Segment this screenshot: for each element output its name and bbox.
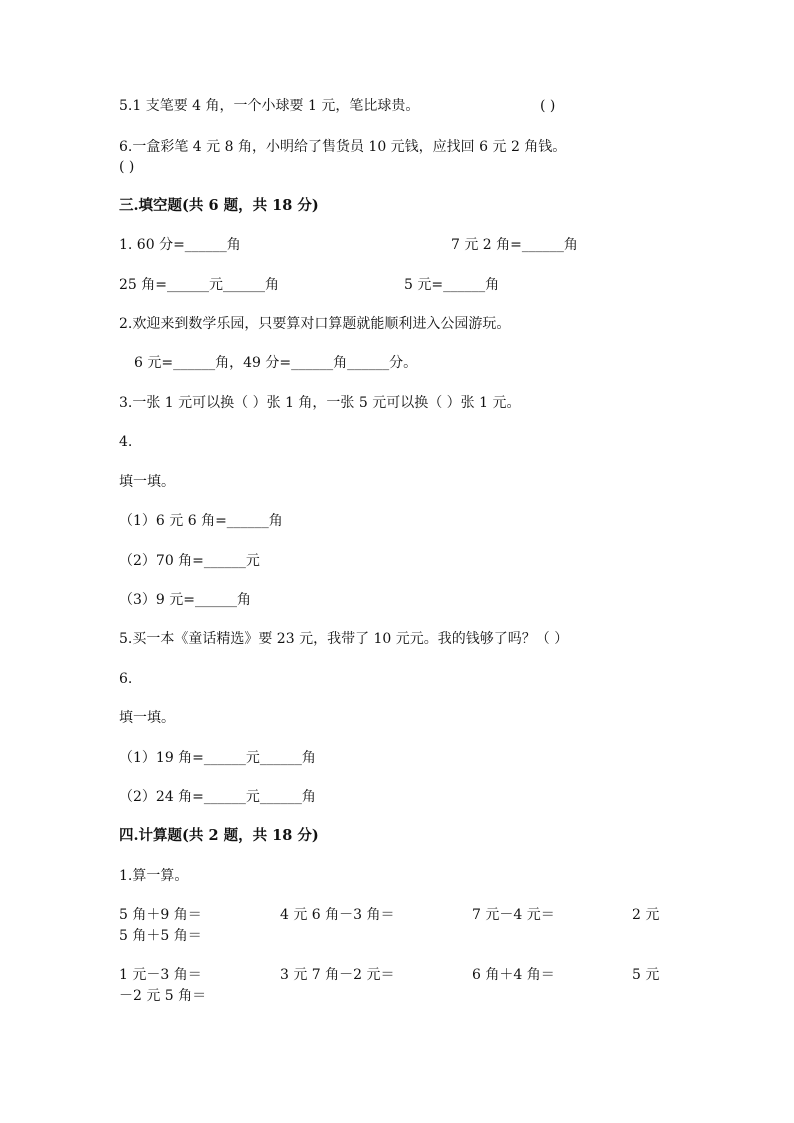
fill-q4-number: 4. (119, 434, 133, 450)
fill-q4-item-1: （1）6 元 6 角=______角 (119, 513, 283, 529)
fill-q6-item-2: （2）24 角=______元______角 (119, 789, 316, 805)
calc-row2-item-4-continued: －2 元 5 角＝ (119, 988, 207, 1004)
judge-q6-answer-paren: ( ) (119, 159, 135, 175)
fill-q1-item-c: 25 角=______元______角 (119, 277, 279, 293)
fill-q2-items: 6 元=______角，49 分=______角______分。 (134, 355, 418, 371)
calc-row2-item-1: 1 元－3 角＝ (119, 967, 202, 983)
calc-row2-item-4: 5 元 (632, 967, 660, 983)
fill-q2-prompt: 2.欢迎来到数学乐园，只要算对口算题就能顺利进入公园游玩。 (119, 316, 511, 332)
judge-question-5: 5.1 支笔要 4 角，一个小球要 1 元，笔比球贵。 (119, 98, 420, 114)
fill-q4-item-3: （3）9 元=______角 (119, 592, 251, 608)
judge-q5-answer-paren: ( ) (540, 98, 556, 114)
fill-q1-item-d: 5 元=______角 (404, 277, 500, 293)
fill-q1-item-b: 7 元 2 角=______角 (451, 237, 578, 253)
fill-q1-item-a: 1. 60 分=______角 (119, 237, 241, 253)
calc-row2-item-3: 6 角＋4 角＝ (472, 967, 555, 983)
calc-row1-item-4-continued: 5 角＋5 角＝ (119, 928, 202, 944)
calc-row1-item-4: 2 元 (632, 907, 660, 923)
calc-row1-item-1: 5 角＋9 角＝ (119, 907, 202, 923)
calc-row1-item-2: 4 元 6 角－3 角＝ (280, 907, 395, 923)
fill-q4-prompt: 填一填。 (119, 474, 175, 490)
fill-q3: 3.一张 1 元可以换（ ）张 1 角，一张 5 元可以换（ ）张 1 元。 (119, 395, 521, 411)
calc-row2-item-2: 3 元 7 角－2 元＝ (280, 967, 395, 983)
judge-question-6: 6.一盒彩笔 4 元 8 角，小明给了售货员 10 元钱，应找回 6 元 2 角钱。 (119, 139, 567, 155)
calc-q1-prompt: 1.算一算。 (119, 868, 189, 884)
fill-q6-prompt: 填一填。 (119, 710, 175, 726)
fill-q6-item-1: （1）19 角=______元______角 (119, 750, 316, 766)
fill-q6-number: 6. (119, 671, 133, 687)
calc-row1-item-3: 7 元－4 元＝ (472, 907, 555, 923)
section-title-calculation: 四.计算题(共 2 题，共 18 分) (119, 827, 319, 844)
fill-q4-item-2: （2）70 角=______元 (119, 553, 260, 569)
fill-q5: 5.买一本《童话精选》要 23 元，我带了 10 元元。我的钱够了吗？（ ） (119, 631, 569, 647)
section-title-fill-in: 三.填空题(共 6 题，共 18 分) (119, 197, 319, 214)
